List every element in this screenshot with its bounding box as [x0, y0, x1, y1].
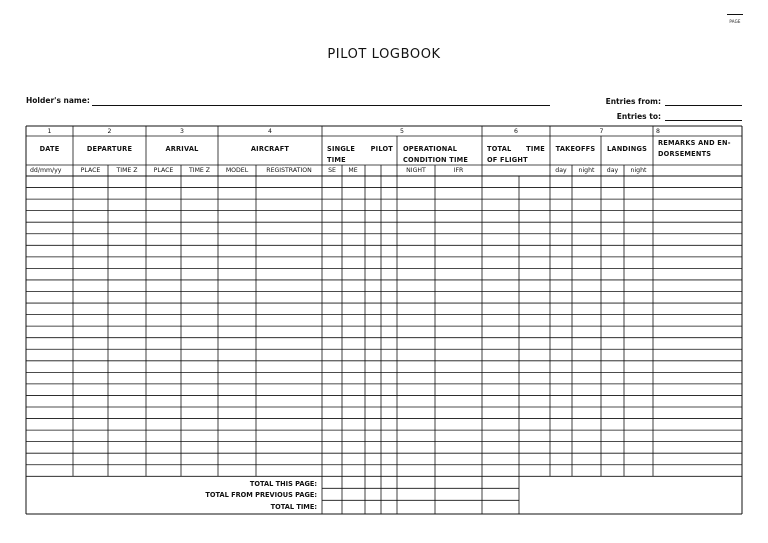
column-number-5: 5 [400, 128, 404, 135]
total-time-label: TOTAL TIME: [270, 503, 317, 511]
header-remarks: REMARKS AND EN- [658, 139, 731, 147]
header-total-of-flight: OF FLIGHT [487, 156, 528, 164]
subheader-ifr: IFR [453, 167, 464, 174]
subheader-landing-day: day [606, 167, 619, 174]
header-remarks-cont: DORSEMENTS [658, 150, 712, 158]
subheader-dep-place: PLACE [80, 167, 101, 174]
header-operational-condition: CONDITION TIME [403, 156, 469, 164]
header-operational: OPERATIONAL [403, 145, 458, 153]
subheader-date-format: dd/mm/yy [30, 167, 62, 174]
column-number-7: 7 [599, 128, 604, 135]
header-takeoffs: TAKEOFFS [555, 145, 596, 153]
entries-from-label: Entries from: [605, 97, 661, 106]
column-number-4: 4 [268, 128, 272, 135]
subheader-se: SE [328, 167, 336, 174]
column-number-8: 8 [656, 128, 660, 135]
subheader-model: MODEL [225, 167, 249, 174]
header-date: DATE [39, 145, 60, 153]
column-number-6: 6 [514, 128, 518, 135]
header-landings: LANDINGS [606, 145, 648, 153]
page-label: PAGE [729, 19, 741, 24]
header-arrival: ARRIVAL [165, 145, 199, 153]
subheader-takeoff-day: day [555, 167, 567, 174]
subheader-landing-night: night [630, 167, 647, 174]
header-total-time: TOTAL TIME [487, 145, 545, 153]
subheader-arr-time: TIME Z [188, 167, 211, 174]
column-number-3: 3 [180, 128, 184, 135]
holder-name-label: Holder's name: [26, 96, 90, 105]
subheader-registration: REGISTRATION [266, 167, 312, 174]
total-this-page-label: TOTAL THIS PAGE: [249, 480, 317, 488]
entries-to-label: Entries to: [616, 112, 661, 121]
subheader-night: NIGHT [406, 167, 426, 174]
subheader-me: ME [348, 167, 358, 174]
total-previous-page-label: TOTAL FROM PREVIOUS PAGE: [205, 491, 317, 499]
page-title: PILOT LOGBOOK [327, 47, 441, 62]
header-departure: DEPARTURE [86, 145, 133, 153]
header-aircraft: AIRCRAFT [250, 145, 290, 153]
column-number-1: 1 [47, 128, 52, 135]
column-number-2: 2 [107, 128, 112, 135]
subheader-dep-time: TIME Z [116, 167, 138, 174]
subheader-arr-place: PLACE [153, 167, 174, 174]
subheader-takeoff-night: night [578, 167, 595, 174]
header-single-pilot-time: TIME [327, 156, 346, 164]
header-single-pilot: SINGLE PILOT [327, 145, 393, 153]
